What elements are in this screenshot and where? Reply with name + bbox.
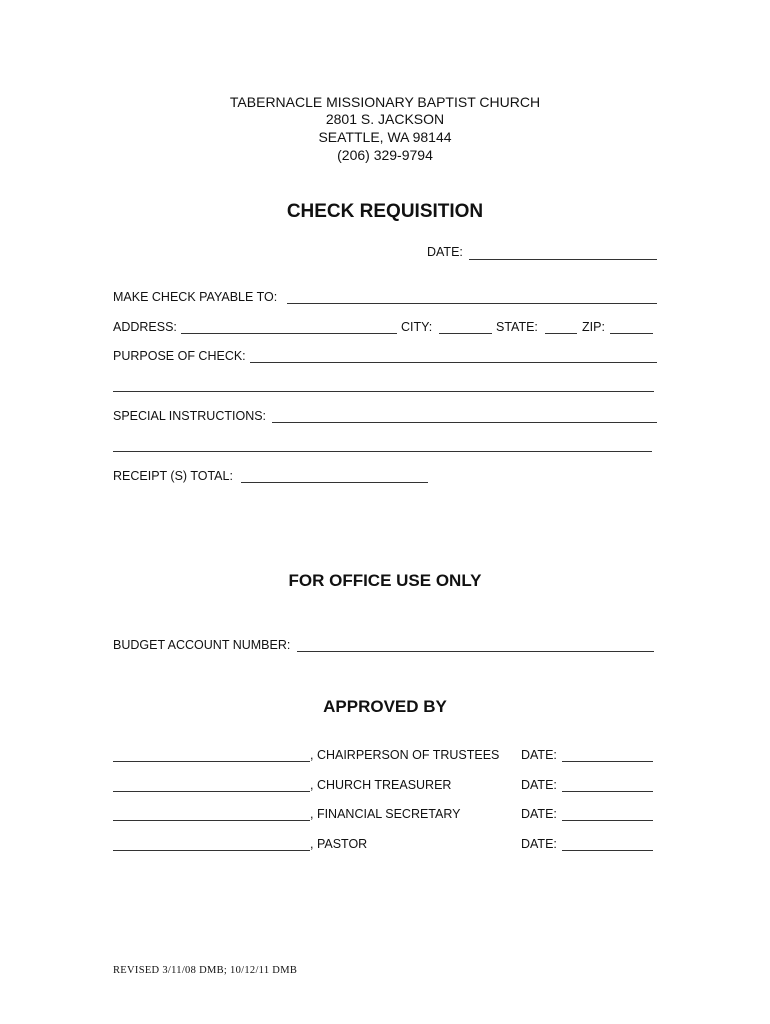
date-label: DATE: [427, 245, 463, 259]
financial-secretary-role-label: , FINANCIAL SECRETARY [310, 807, 461, 821]
form-title: CHECK REQUISITION [286, 201, 484, 222]
revision-note: REVISED 3/11/08 DMB; 10/12/11 DMB [113, 965, 298, 976]
date-field[interactable] [469, 259, 657, 260]
receipt-total-field[interactable] [241, 482, 428, 483]
financial-secretary-date-label: DATE: [521, 807, 557, 821]
trustees-date-field[interactable] [562, 761, 653, 762]
church-name: TABERNACLE MISSIONARY BAPTIST CHURCH [229, 94, 541, 110]
financial-secretary-signature-field[interactable] [113, 820, 310, 821]
special-instructions-label: SPECIAL INSTRUCTIONS: [113, 409, 267, 423]
payable-label: MAKE CHECK PAYABLE TO: [113, 290, 278, 304]
city-field[interactable] [439, 333, 492, 334]
pastor-date-label: DATE: [521, 837, 557, 851]
city-label: CITY: [401, 320, 433, 334]
budget-account-label: BUDGET ACCOUNT NUMBER: [113, 638, 291, 652]
approved-by-title: APPROVED BY [323, 697, 447, 716]
special-instructions-field[interactable] [272, 422, 657, 423]
address-label: ADDRESS: [113, 320, 177, 334]
pastor-date-field[interactable] [562, 850, 653, 851]
purpose-field[interactable] [250, 362, 657, 363]
treasurer-role-label: , CHURCH TREASURER [310, 778, 452, 792]
purpose-label: PURPOSE OF CHECK: [113, 349, 246, 363]
church-city: SEATTLE, WA 98144 [318, 129, 452, 145]
financial-secretary-date-field[interactable] [562, 820, 653, 821]
trustees-date-label: DATE: [521, 748, 557, 762]
treasurer-date-field[interactable] [562, 791, 653, 792]
zip-label: ZIP: [582, 320, 605, 334]
treasurer-signature-field[interactable] [113, 791, 310, 792]
church-phone: (206) 329-9794 [337, 147, 433, 163]
address-field[interactable] [181, 333, 397, 334]
office-use-title: FOR OFFICE USE ONLY [288, 571, 482, 590]
zip-field[interactable] [610, 333, 653, 334]
purpose-field-line2[interactable] [113, 391, 654, 392]
special-instructions-field-line2[interactable] [113, 451, 652, 452]
state-field[interactable] [545, 333, 577, 334]
treasurer-date-label: DATE: [521, 778, 557, 792]
church-street: 2801 S. JACKSON [325, 111, 445, 127]
trustees-role-label: , CHAIRPERSON OF TRUSTEES [310, 748, 500, 762]
pastor-role-label: , PASTOR [310, 837, 368, 851]
payable-field[interactable] [287, 303, 657, 304]
receipt-total-label: RECEIPT (S) TOTAL: [113, 469, 233, 483]
state-label: STATE: [496, 320, 538, 334]
pastor-signature-field[interactable] [113, 850, 310, 851]
budget-account-field[interactable] [297, 651, 654, 652]
trustees-signature-field[interactable] [113, 761, 310, 762]
